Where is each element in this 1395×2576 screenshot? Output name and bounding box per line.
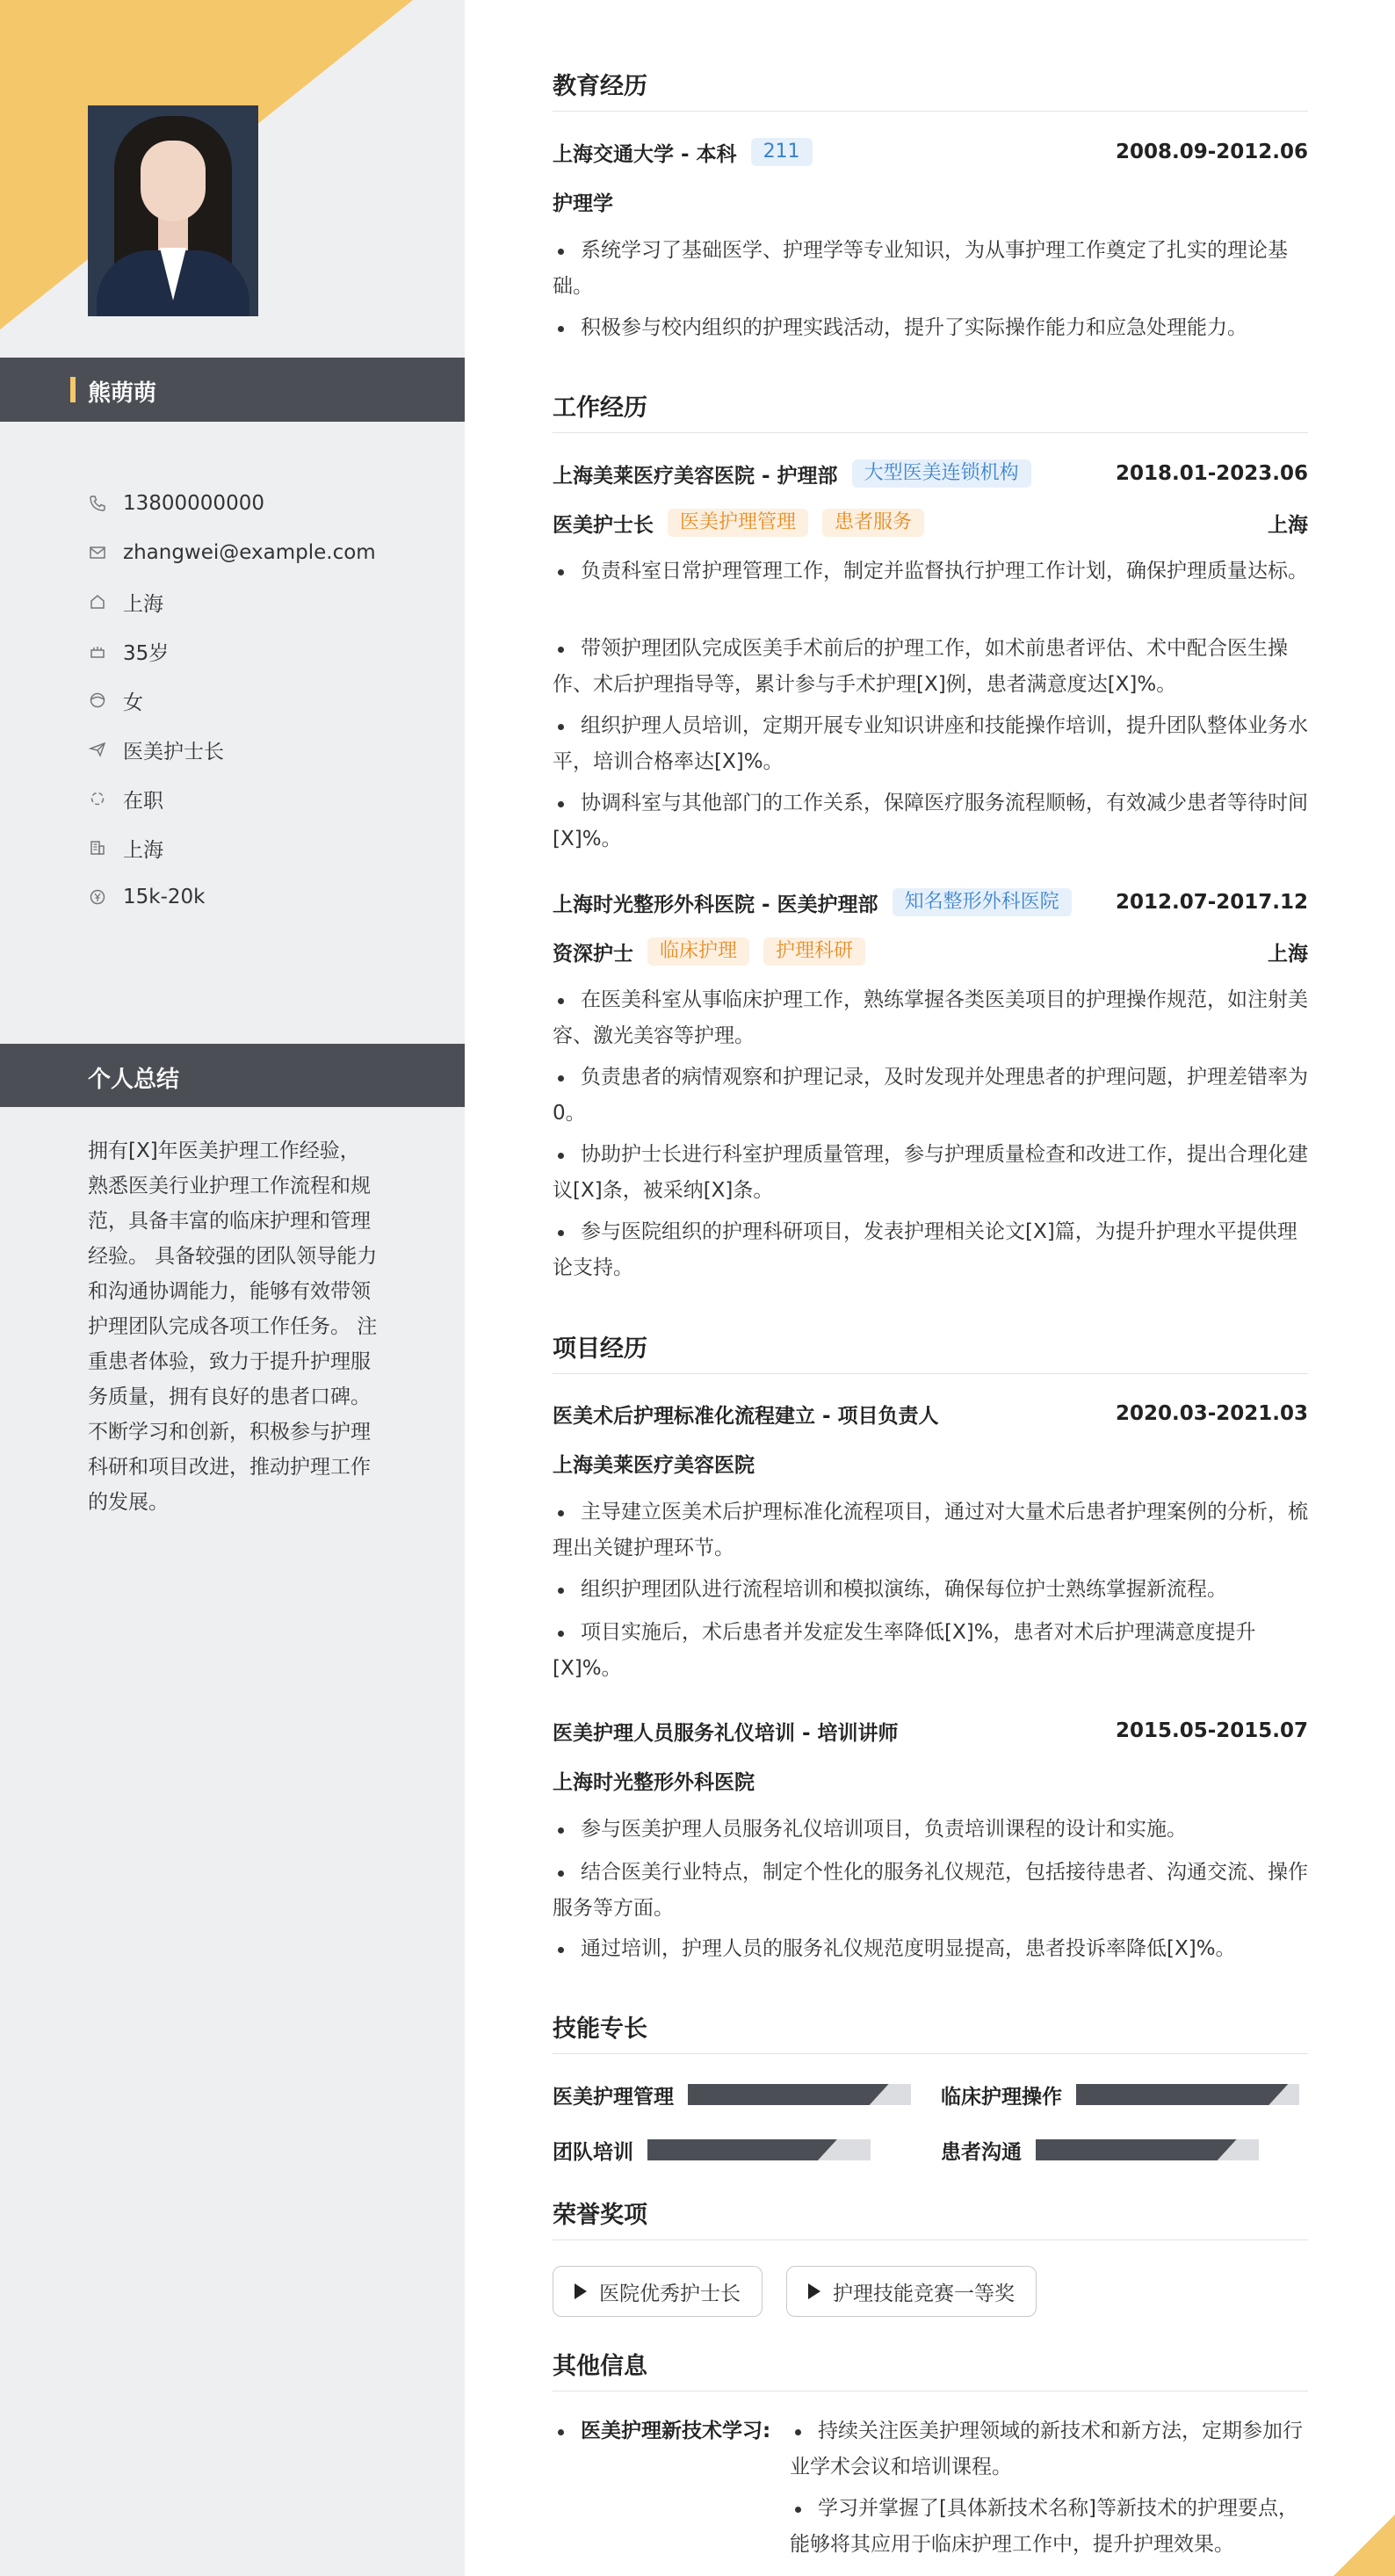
school-name: 上海交通大学 - 本科 bbox=[553, 142, 737, 166]
summary-title: 个人总结 bbox=[88, 1067, 180, 1093]
skill-item bbox=[553, 2077, 911, 2112]
job-header bbox=[553, 456, 1308, 491]
gender-text: 女 bbox=[123, 691, 143, 714]
status-item bbox=[88, 774, 376, 823]
education-major-row bbox=[553, 184, 1308, 219]
awards-section bbox=[553, 2201, 1308, 2240]
phone-item bbox=[88, 479, 376, 528]
section-title: 其他信息 bbox=[553, 2353, 647, 2380]
skill-label: 团队培训 bbox=[553, 2140, 633, 2164]
company-name: 上海美莱医疗美容医院 - 护理部 bbox=[553, 464, 838, 488]
education-dates: 2008.09-2012.06 bbox=[1115, 141, 1308, 163]
section-title: 技能专长 bbox=[553, 2015, 647, 2043]
phone-text: 13800000000 bbox=[123, 492, 264, 515]
salary-text: 15k-20k bbox=[123, 886, 206, 908]
skill-tag: 临床护理 bbox=[647, 937, 749, 966]
skill-item bbox=[941, 2132, 1259, 2167]
section-title: 项目经历 bbox=[553, 1335, 647, 1363]
city-text: 上海 bbox=[123, 838, 163, 862]
accent-corner bbox=[1334, 2514, 1395, 2576]
name-accent-mark bbox=[70, 377, 76, 402]
skill-label: 临床护理操作 bbox=[941, 2085, 1062, 2109]
project-name: 医美护理人员服务礼仪培训 - 培训讲师 bbox=[553, 1721, 899, 1745]
company-tag: 知名整形外科医院 bbox=[893, 888, 1072, 916]
project-dates: 2015.05-2015.07 bbox=[1115, 1719, 1308, 1742]
list-item: 协助护士长进行科室护理质量管理，参与护理质量检查和改进工作，提出合理化建议[X]条，被采纳[X]条。 bbox=[553, 1143, 1308, 1202]
skill-bar bbox=[1036, 2139, 1259, 2160]
company-tag: 大型医美连锁机构 bbox=[852, 459, 1031, 488]
job-dates: 2012.07-2017.12 bbox=[1115, 891, 1308, 914]
money-icon bbox=[88, 887, 107, 907]
school-tag: 211 bbox=[751, 138, 813, 166]
summary-text: 拥有[X]年医美护理工作经验，熟悉医美行业护理工作流程和规范，具备丰富的临床护理和管理经验。 具备较强的团队领导能力和沟通协调能力，能够有效带领护理团队完成各项工作任务。 注重患者体验，致力于提升护理服务质量，拥有良好的患者口碑。 不断学习和创新，积极参与护理科研和项目改进，推动护理工作的发展。 bbox=[88, 1140, 378, 1514]
play-icon bbox=[575, 2283, 587, 2299]
gender-item bbox=[88, 676, 376, 725]
award-badge bbox=[786, 2266, 1037, 2317]
award-label: 护理技能竞赛一等奖 bbox=[833, 2282, 1015, 2305]
job-dates: 2018.01-2023.06 bbox=[1115, 462, 1308, 485]
job-role-row bbox=[553, 934, 1308, 969]
work-section bbox=[553, 394, 1308, 433]
summary-header bbox=[0, 1044, 465, 1107]
list-item: 积极参与校内组织的护理实践活动，提升了实际操作能力和应急处理能力。 bbox=[553, 310, 1308, 346]
list-item: 负责患者的病情观察和护理记录，及时发现并处理患者的护理问题，护理差错率为0。 bbox=[553, 1066, 1308, 1125]
list-item: 通过培训，护理人员的服务礼仪规范度明显提高，患者投诉率降低[X]%。 bbox=[553, 1931, 1308, 1967]
age-icon bbox=[88, 641, 107, 661]
project-name: 医美术后护理标准化流程建立 - 项目负责人 bbox=[553, 1404, 939, 1428]
skill-item bbox=[941, 2077, 1299, 2112]
list-item: 学习并掌握了[具体新技术名称]等新技术的护理要点，能够将其应用于临床护理工作中，提升护理效果。 bbox=[790, 2497, 1298, 2556]
home-icon bbox=[88, 592, 107, 611]
job-role: 资深护士 bbox=[553, 942, 633, 966]
play-icon bbox=[808, 2283, 820, 2299]
sidebar bbox=[0, 0, 465, 2576]
list-item: 系统学习了基础医学、护理学等专业知识，为从事护理工作奠定了扎实的理论基础。 bbox=[553, 239, 1288, 298]
age-text: 35岁 bbox=[123, 641, 170, 665]
candidate-name: 熊萌萌 bbox=[88, 380, 157, 407]
job-role: 医美护士长 bbox=[553, 513, 654, 537]
section-divider bbox=[553, 432, 1308, 433]
other-section bbox=[553, 2352, 1308, 2391]
projects-section bbox=[553, 1335, 1308, 1374]
skill-label: 患者沟通 bbox=[941, 2140, 1022, 2164]
section-title: 工作经历 bbox=[553, 394, 647, 422]
education-section bbox=[553, 72, 1308, 112]
project-dates: 2020.03-2021.03 bbox=[1115, 1402, 1308, 1425]
skill-label: 医美护理管理 bbox=[553, 2085, 674, 2109]
age-item bbox=[88, 626, 376, 676]
list-item: 参与医美护理人员服务礼仪培训项目，负责培训课程的设计和实施。 bbox=[553, 1812, 1308, 1848]
job-city: 上海 bbox=[1268, 513, 1308, 537]
name-bar bbox=[0, 358, 465, 422]
award-label: 医院优秀护士长 bbox=[599, 2282, 741, 2305]
contact-info-list bbox=[88, 479, 376, 922]
education-header bbox=[553, 134, 1308, 170]
section-divider bbox=[553, 111, 1308, 112]
send-icon bbox=[88, 740, 107, 759]
list-item: 组织护理人员培训，定期开展专业知识讲座和技能操作培训，提升团队整体业务水平，培训合格率达[X]%。 bbox=[553, 714, 1308, 773]
list-item: 带领护理团队完成医美手术前后的护理工作，如术前患者评估、术中配合医生操作、术后护理指导等，累计参与手术护理[X]例，患者满意度达[X]%。 bbox=[553, 637, 1288, 696]
city-item bbox=[88, 823, 376, 872]
award-badge bbox=[553, 2266, 763, 2317]
position-text: 医美护士长 bbox=[123, 740, 224, 763]
skill-item bbox=[553, 2132, 871, 2167]
job-role-row bbox=[553, 505, 1308, 540]
building-icon bbox=[88, 838, 107, 857]
list-item: 组织护理团队进行流程培训和模拟演练，确保每位护士熟练掌握新流程。 bbox=[553, 1572, 1308, 1608]
job-city: 上海 bbox=[1268, 942, 1308, 966]
mail-icon bbox=[88, 543, 107, 562]
list-item: 参与医院组织的护理科研项目，发表护理相关论文[X]篇，为提升护理水平提供理论支持。 bbox=[553, 1220, 1297, 1279]
company-name: 上海时光整形外科医院 - 医美护理部 bbox=[553, 893, 878, 916]
email-item bbox=[88, 528, 376, 577]
skill-bar bbox=[647, 2139, 871, 2160]
list-item: 在医美科室从事临床护理工作，熟练掌握各类医美项目的护理操作规范，如注射美容、激光美容等护理。 bbox=[553, 988, 1308, 1047]
list-item: 结合医美行业特点，制定个性化的服务礼仪规范，包括接待患者、沟通交流、操作服务等方面。 bbox=[553, 1861, 1308, 1920]
project-org: 上海时光整形外科医院 bbox=[553, 1770, 755, 1794]
list-item: 持续关注医美护理领域的新技术和新方法，定期参加行业学术会议和培训课程。 bbox=[790, 2420, 1303, 2478]
project-org-row bbox=[553, 1762, 1308, 1798]
list-item: 项目实施后，术后患者并发症发生率降低[X]%，患者对术后护理满意度提升[X]%。 bbox=[553, 1621, 1256, 1680]
list-item: 负责科室日常护理管理工作，制定并监督执行护理工作计划，确保护理质量达标。 bbox=[553, 554, 1308, 590]
project-header bbox=[553, 1396, 1308, 1431]
section-title: 荣誉奖项 bbox=[553, 2202, 647, 2229]
list-item: 主导建立医美术后护理标准化流程项目，通过对大量术后患者护理案例的分析，梳理出关键护理环节。 bbox=[553, 1501, 1308, 1559]
email-text: zhangwei@example.com bbox=[123, 541, 376, 564]
other-label: 医美护理新技术学习: bbox=[581, 2420, 771, 2442]
section-divider bbox=[553, 2053, 1308, 2054]
skill-tag: 护理科研 bbox=[763, 937, 865, 966]
skill-tag: 医美护理管理 bbox=[668, 509, 808, 537]
section-title: 教育经历 bbox=[553, 73, 647, 100]
skills-section bbox=[553, 2015, 1308, 2054]
job-header bbox=[553, 885, 1308, 920]
gender-icon bbox=[88, 691, 107, 710]
project-org-row bbox=[553, 1445, 1308, 1480]
status-icon bbox=[88, 789, 107, 808]
skill-bar bbox=[688, 2084, 911, 2105]
phone-icon bbox=[88, 494, 107, 513]
skill-tag: 患者服务 bbox=[822, 509, 924, 537]
location-item bbox=[88, 577, 376, 626]
section-divider bbox=[553, 1373, 1308, 1374]
project-header bbox=[553, 1713, 1308, 1748]
project-org: 上海美莱医疗美容医院 bbox=[553, 1453, 755, 1477]
salary-item bbox=[88, 872, 376, 922]
position-item bbox=[88, 725, 376, 774]
status-text: 在职 bbox=[123, 789, 163, 813]
location-text: 上海 bbox=[123, 592, 163, 616]
skill-bar bbox=[1076, 2084, 1299, 2105]
major: 护理学 bbox=[553, 192, 613, 215]
list-item: 协调科室与其他部门的工作关系，保障医疗服务流程顺畅，有效减少患者等待时间[X]%。 bbox=[553, 792, 1308, 850]
avatar bbox=[88, 105, 258, 316]
awards-list bbox=[553, 2266, 1308, 2319]
